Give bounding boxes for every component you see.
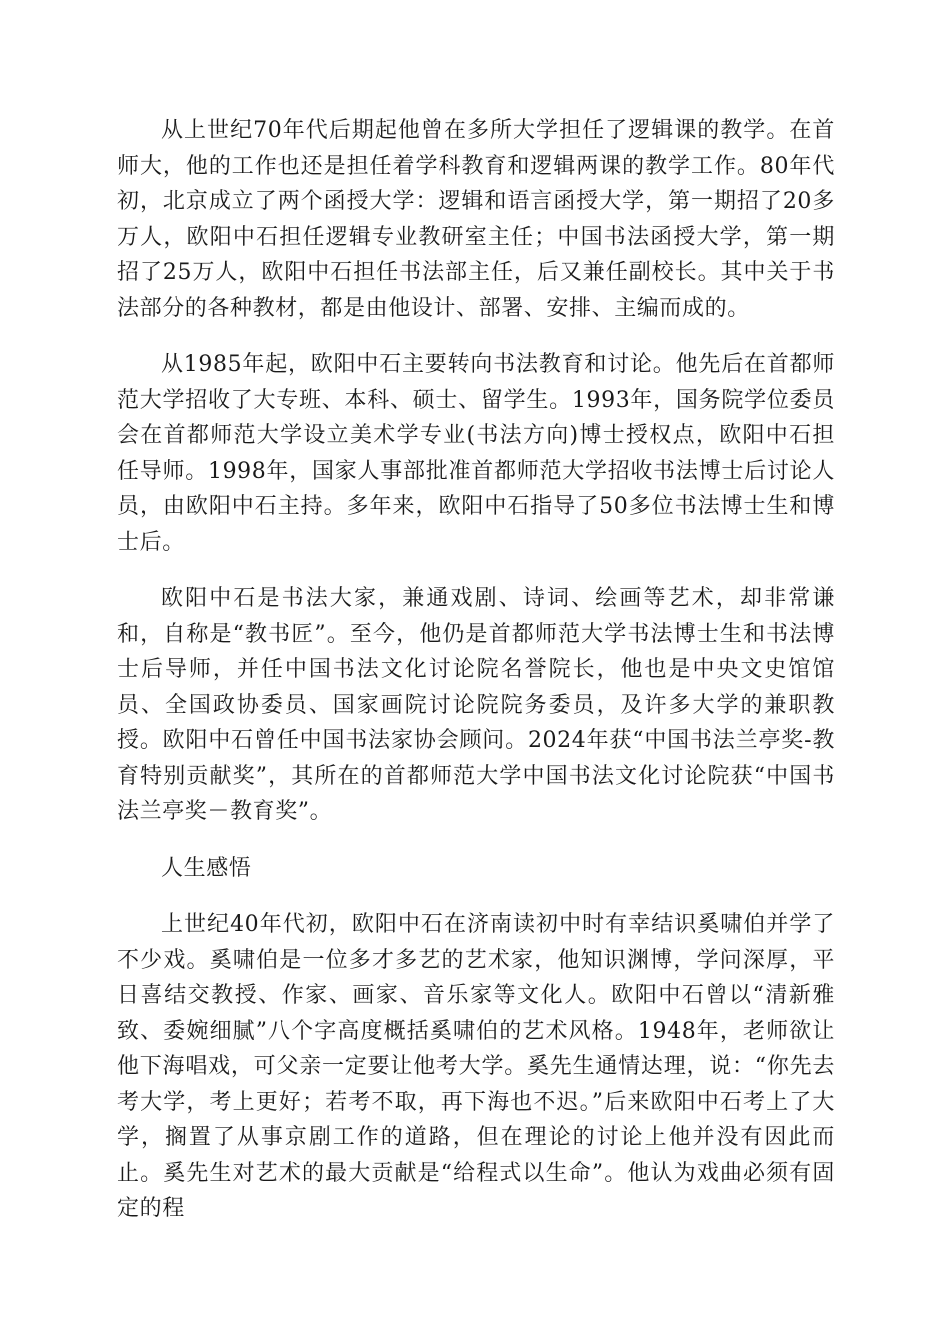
paragraph-logic-teaching: 从上世纪70年代后期起他曾在多所大学担任了逻辑课的教学。在首师大，他的工作也还是担任着学科教育和逻辑两课的教学工作。80年代初，北京成立了两个函授大学：逻辑和语言函授大学，第一期招了20多万人，欧阳中石担任逻辑专业教研室主任；中国书法函授大学，第一期招了25万人，欧阳中石担任书法部主任，后又兼任副校长。其中关于书法部分的各种教材，都是由他设计、部署、安排、主编而成的。 xyxy=(117,118,835,321)
paragraph-opera-teacher: 上世纪40年代初，欧阳中石在济南读初中时有幸结识奚啸伯并学了不少戏。奚啸伯是一位多才多艺的艺术家，他知识渊博，学问深厚，平日喜结交教授、作家、画家、音乐家等文化人。欧阳中石曾以“清新雅致、委婉细腻”八个字高度概括奚啸伯的艺术风格。1948年，老师欲让他下海唱戏，可父亲一定要让他考大学。奚先生通情达理，说：“你先去考大学，考上更好；若考不取，再下海也不迟。”后来欧阳中石考上了大学，搁置了从事京剧工作的道路，但在理论的讨论上他并没有因此而止。奚先生对艺术的最大贡献是“给程式以生命”。他认为戏曲必须有固定的程 xyxy=(117,912,835,1221)
paragraph-calligraphy-master: 欧阳中石是书法大家，兼通戏剧、诗词、绘画等艺术，却非常谦和，自称是“教书匠”。至今，他仍是首都师范大学书法博士生和书法博士后导师，并任中国书法文化讨论院名誉院长，他也是中央文史馆馆员、全国政协委员、国家画院讨论院院务委员，及许多大学的兼职教授。欧阳中石曾任中国书法家协会顾问。2024年获“中国书法兰亭奖-教育特别贡献奖”，其所在的首都师范大学中国书法文化讨论院获“中国书法兰亭奖－教育奖”。 xyxy=(117,586,835,824)
section-heading: 人生感悟 xyxy=(161,855,252,881)
document-body xyxy=(117,113,835,1248)
paragraph-calligraphy-education: 从1985年起，欧阳中石主要转向书法教育和讨论。他先后在首都师范大学招收了大专班、本科、硕士、留学生。1993年，国务院学位委员会在首都师范大学设立美术学专业(书法方向)博士授权点，欧阳中石担任导师。1998年，国家人事部批准首都师范大学招收书法博士后讨论人员，由欧阳中石主持。多年来，欧阳中石指导了50多位书法博士生和博士后。 xyxy=(117,352,835,555)
